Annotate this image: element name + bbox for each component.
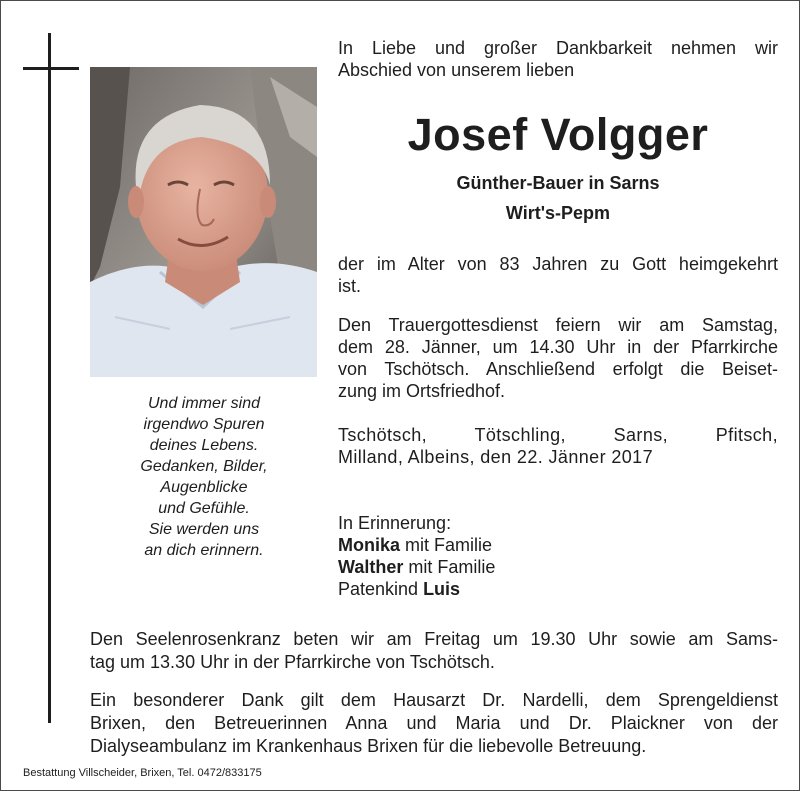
poem-line: Sie werden uns (148, 521, 260, 538)
thanks-line: Brixen, den Betreuerinnen Anna und Maria und Dr. Plaickner von der (90, 713, 778, 733)
rosary-text (90, 628, 778, 674)
place-line: Milland, Albeins, den 22. Jänner 2017 (338, 447, 654, 467)
poem-line: und Gefühle. (158, 500, 250, 517)
portrait-illustration (90, 67, 317, 377)
service-line: dem 28. Jänner, um 14.30 Uhr in der Pfarrkirche (338, 337, 778, 357)
poem-line: Gedanken, Bilder, (140, 458, 268, 475)
thanks-line: Dialyseambulanz im Krankenhaus Brixen für die liebevolle Betreuung. (90, 736, 647, 756)
poem-line: irgendwo Spuren (143, 416, 265, 433)
cross-vertical-bar (48, 33, 51, 723)
place-line: Tschötsch, Tötschling, Sarns, Pfitsch, (338, 425, 778, 445)
mourner-entry (338, 534, 778, 556)
age-line: ist. (338, 276, 362, 296)
intro-text (338, 37, 778, 81)
intro-line: In Liebe und großer Dankbarkeit nehmen wir (338, 38, 778, 58)
place-and-date (338, 424, 778, 468)
cross-horizontal-bar (23, 67, 79, 70)
poem-line: Augenblicke (160, 479, 248, 496)
mourner-prefix: Patenkind (338, 579, 424, 599)
nickname: Wirt's-Pepm (505, 203, 611, 223)
mourner-suffix: mit Familie (400, 535, 493, 555)
service-line: von Tschötsch. Anschließend erfolgt die Beiset- (338, 359, 778, 379)
in-memory-heading: In Erinnerung: (338, 513, 452, 533)
rosary-line: tag um 13.30 Uhr in der Pfarrkirche von Tschötsch. (90, 652, 495, 672)
memorial-poem (95, 393, 313, 561)
rosary-line: Den Seelenrosenkranz beten wir am Freitag um 19.30 Uhr sowie am Sams- (90, 629, 778, 649)
in-memory-block (338, 512, 778, 600)
deceased-name: Josef Volgger (407, 109, 709, 160)
intro-line: Abschied von unserem lieben (338, 60, 575, 80)
age-line: der im Alter von 83 Jahren zu Gott heimgekehrt (338, 254, 778, 274)
thanks-line: Ein besonderer Dank gilt dem Hausarzt Dr. Nardelli, dem Sprengeldienst (90, 690, 778, 710)
mourner-entry (338, 556, 778, 578)
mourner-name: Monika (338, 535, 401, 555)
poem-line: deines Lebens. (149, 437, 259, 454)
mourner-name: Walther (338, 557, 404, 577)
thanks-text (90, 689, 778, 758)
undertaker-contact: Bestattung Villscheider, Brixen, Tel. 0472/833175 (23, 767, 262, 779)
poem-line: Und immer sind (147, 395, 261, 412)
service-line: Den Trauergottesdienst feiern wir am Samstag, (338, 315, 778, 335)
mourner-suffix: mit Familie (403, 557, 496, 577)
mourner-entry (338, 578, 778, 600)
portrait-photo (90, 67, 317, 377)
funeral-service-text (338, 314, 778, 402)
poem-line: an dich erinnern. (144, 542, 264, 559)
mourner-name: Luis (423, 579, 461, 599)
age-text (338, 253, 778, 297)
service-line: zung im Ortsfriedhof. (338, 381, 506, 401)
farm-name: Günther-Bauer in Sarns (456, 173, 660, 193)
